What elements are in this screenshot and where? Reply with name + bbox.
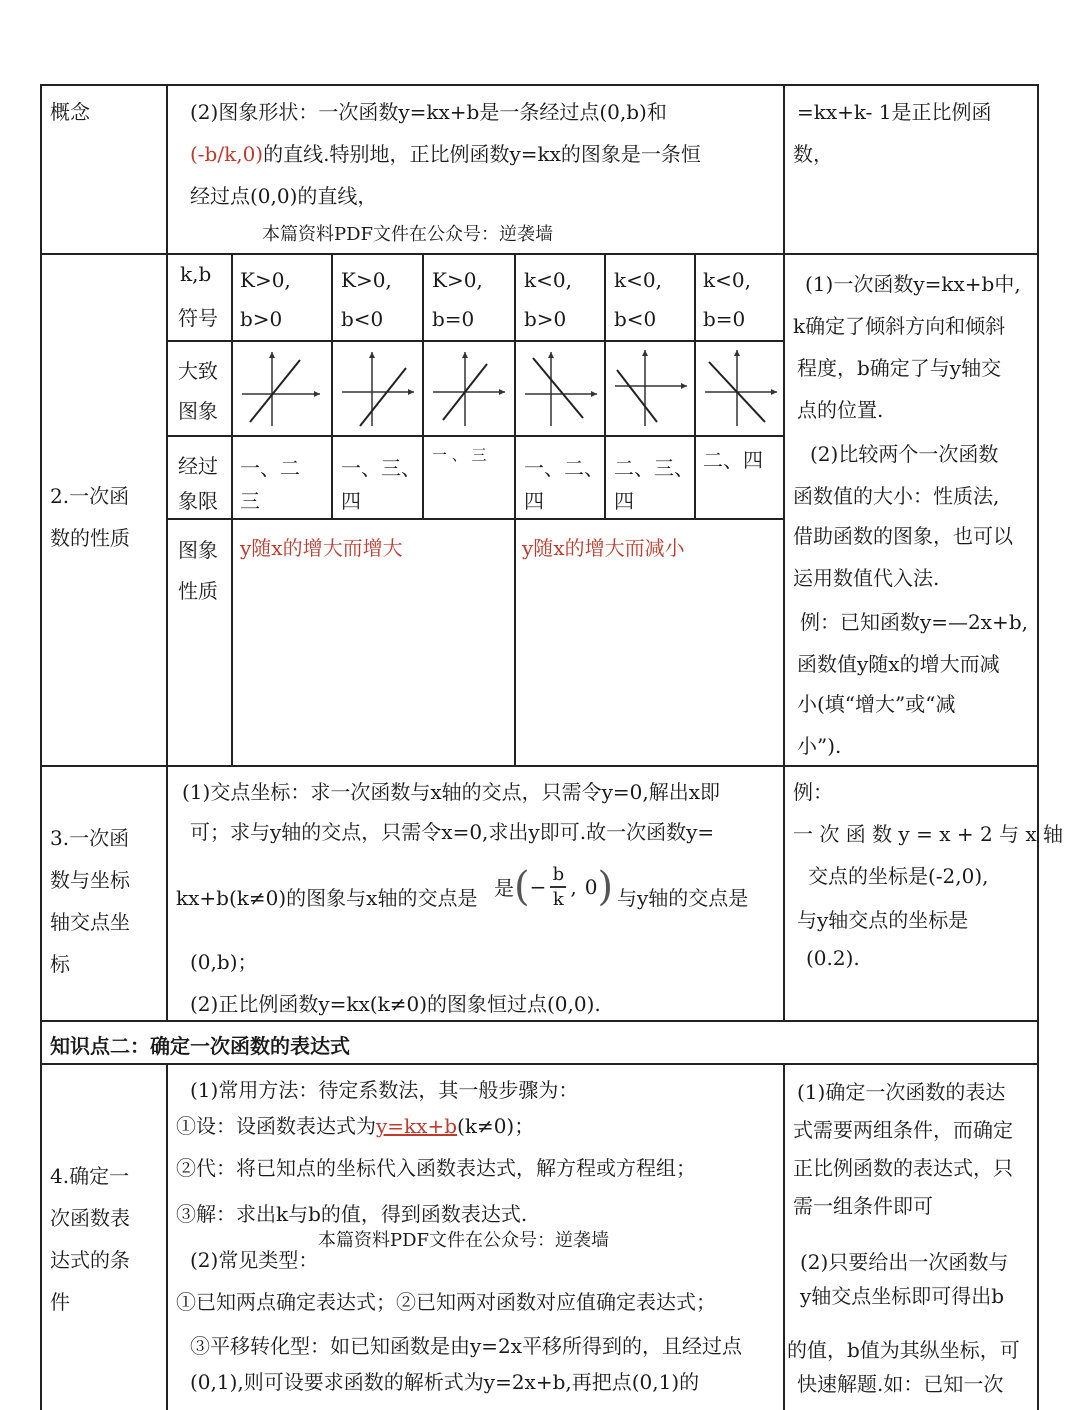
case-5-quad-line-1: 二、三、 [614, 456, 694, 480]
case-3-sign-line-2: b=0 [432, 307, 475, 331]
function-line [360, 368, 406, 426]
graph-k-pos-b-zero [427, 346, 509, 430]
intersection-label-1: 3.一次函 [50, 826, 130, 850]
determine-line-4: ③解：求出k与b的值，得到函数表达式. [176, 1202, 528, 1226]
property-label-line-2: 性质 [178, 579, 218, 603]
properties-note-6: 函数值的大小：性质法, [793, 484, 1000, 508]
determine-label-1: 4.确定一 [50, 1164, 130, 1188]
watermark-2: 本篇资料PDF文件在公众号：逆袭墙 [318, 1230, 610, 1251]
concept-note-line-1: =kx+k- 1是正比例函 [797, 100, 992, 124]
intersection-label-3: 轴交点坐 [50, 910, 130, 934]
case-4-sign-line-2: b>0 [524, 307, 567, 331]
determine-note-3: 正比例函数的表达式，只 [793, 1156, 1013, 1180]
fraction-bar [550, 886, 566, 888]
case-1-sign-line-2: b>0 [240, 307, 283, 331]
x-arrow [499, 389, 505, 395]
intersection-note-4: 与y轴交点的坐标是 [797, 908, 969, 932]
y-arrow [548, 352, 554, 358]
frac-zero: 0 [584, 874, 598, 899]
case-4-quad-line-2: 四 [524, 489, 544, 513]
properties-note-12: 小”). [797, 734, 842, 758]
form-y-kx-b: y=kx+b [376, 1114, 458, 1138]
properties-note-1: (1)一次函数y=kx+b中, [805, 272, 1021, 296]
fraction [550, 864, 566, 910]
intersection-line-2: 可；求与y轴的交点，只需令x=0,求出y即可.故一次函数y= [190, 820, 715, 844]
intersection-label-4: 标 [50, 952, 70, 976]
function-line [533, 358, 583, 418]
x-arrow [408, 389, 414, 395]
left-paren: ( [514, 863, 530, 910]
case-2-sign-line-1: K>0, [341, 268, 392, 292]
case-2-quad-line-2: 四 [341, 489, 361, 513]
y-arrow [462, 352, 468, 358]
fraction-denominator: k [552, 888, 564, 910]
properties-note-2: k确定了倾斜方向和倾斜 [793, 314, 1006, 338]
property-label-line-1: 图象 [178, 538, 218, 562]
determine-note-4: 需一组条件即可 [793, 1194, 933, 1218]
case-4-quad-line-1: 一、二、 [524, 456, 604, 480]
properties-note-9: 例：已知函数y=—2x+b, [800, 610, 1028, 634]
properties-note-10: 函数值y随x的增大而减 [797, 652, 1000, 676]
intersection-label-2: 数与坐标 [50, 868, 130, 892]
step-set-prefix: ①设：设函数表达式为 [176, 1114, 376, 1138]
x-arrow [771, 389, 777, 395]
x-intercept-formula [494, 864, 613, 910]
determine-note-1: (1)确定一次函数的表达 [797, 1080, 1006, 1104]
determine-line-3: ②代：将已知点的坐标代入函数表达式，解方程或方程组； [176, 1156, 696, 1180]
case-3-quad-line-1: 一 、 三 [432, 446, 487, 464]
case-2-sign-line-2: b<0 [341, 307, 384, 331]
case-6-sign-line-1: k<0, [703, 268, 751, 292]
formula-prefix: 是 [494, 876, 514, 901]
case-5-quad-line-2: 四 [614, 489, 634, 513]
frac-comma: , [570, 874, 577, 899]
determine-line-8: (0,1),则可设要求函数的解析式为y=2x+b,再把点(0,1)的 [190, 1370, 700, 1394]
kb-label-line-1: k,b [180, 262, 212, 286]
concept-intercept-red: (-b/k,0) [190, 142, 264, 166]
y-arrow [642, 350, 648, 356]
watermark-1: 本篇资料PDF文件在公众号：逆袭墙 [262, 224, 554, 245]
function-line [617, 370, 657, 422]
decrease-property: y随x的增大而减小 [522, 536, 685, 560]
case-5-sign-line-2: b<0 [614, 307, 657, 331]
step-set-suffix: (k≠0)； [457, 1114, 535, 1138]
graph-label-line-1: 大致 [178, 359, 218, 383]
intersection-note-2: 一 次 函 数 y = x + 2 与 x 轴 [793, 822, 1064, 846]
intersection-line-5: (2)正比例函数y=kx(k≠0)的图象恒过点(0,0). [190, 992, 601, 1016]
determine-label-2: 次函数表 [50, 1206, 130, 1230]
concept-note-line-2: 数， [793, 142, 833, 166]
function-line [250, 360, 300, 422]
case-2-quad-line-1: 一、三、 [341, 456, 421, 480]
intersection-note-3: 交点的坐标是(-2,0), [808, 864, 989, 888]
determine-line-7: ③平移转化型：如已知函数是由y=2x平移所得到的，且经过点 [190, 1334, 743, 1358]
properties-label-line-1: 2.一次函 [50, 484, 130, 508]
intersection-line-1: (1)交点坐标：求一次函数与x轴的交点，只需令y=0,解出x即 [182, 780, 721, 804]
graph-k-neg-b-zero [699, 346, 781, 430]
intersection-line-3a: kx+b(k≠0)的图象与x轴的交点是 [176, 886, 478, 910]
intersection-note-1: 例： [793, 780, 833, 804]
graph-label-line-2: 图象 [178, 399, 218, 423]
concept-line-1: (2)图象形状：一次函数y=kx+b是一条经过点(0,b)和 [190, 100, 667, 124]
case-3-sign-line-1: K>0, [432, 268, 483, 292]
case-4-sign-line-1: k<0, [524, 268, 572, 292]
x-arrow [314, 391, 320, 397]
increase-property: y随x的增大而增大 [240, 536, 403, 560]
properties-note-4: 点的位置. [797, 398, 884, 422]
section-2-header: 知识点二：确定一次函数的表达式 [50, 1034, 350, 1058]
graph-k-pos-b-pos [236, 346, 326, 430]
determine-note-2: 式需要两组条件，而确定 [793, 1118, 1013, 1142]
determine-note-8: 快速解题.如：已知一次 [797, 1372, 1004, 1396]
fraction-numerator: b [552, 864, 565, 885]
properties-note-3: 程度，b确定了与y轴交 [797, 356, 1002, 380]
y-arrow [369, 352, 375, 358]
properties-note-5: (2)比较两个一次函数 [810, 442, 999, 466]
intersection-note-5: (0.2). [806, 946, 860, 970]
properties-note-8: 运用数值代入法. [793, 566, 940, 590]
y-arrow [734, 350, 740, 356]
properties-note-7: 借助函数的图象，也可以 [793, 524, 1013, 548]
right-paren: ) [597, 863, 614, 910]
concept-label: 概念 [50, 100, 90, 124]
determine-line-6: ①已知两点确定表达式；②已知两对函数对应值确定表达式； [176, 1290, 716, 1314]
graph-k-neg-b-pos [519, 346, 601, 430]
determine-line-1: (1)常用方法：待定系数法，其一般步骤为： [190, 1078, 579, 1102]
x-arrow [681, 383, 687, 389]
determine-line-2 [176, 1110, 534, 1139]
determine-note-7: 的值，b值为其纵坐标，可 [787, 1338, 1020, 1362]
quadrant-label-line-1: 经过 [178, 454, 218, 478]
graph-k-neg-b-neg [609, 346, 691, 430]
quadrant-label-line-2: 象限 [178, 489, 218, 513]
case-1-quad-line-1: 一、二 [240, 456, 300, 480]
determine-note-5: (2)只要给出一次函数与 [800, 1250, 1009, 1274]
frac-sign: − [529, 874, 547, 899]
case-6-sign-line-2: b=0 [703, 307, 746, 331]
graph-k-pos-b-neg [336, 346, 418, 430]
case-6-quad-line-1: 二、四 [703, 448, 763, 472]
y-arrow [269, 352, 275, 358]
case-5-sign-line-1: k<0, [614, 268, 662, 292]
determine-note-6: y轴交点坐标即可得出b [800, 1284, 1005, 1308]
x-arrow [591, 391, 597, 397]
concept-line-2 [190, 138, 701, 167]
intersection-line-3b: 与y轴的交点是 [617, 886, 749, 910]
concept-line-3: 经过点(0,0)的直线， [190, 184, 378, 208]
concept-line-2-rest: 的直线.特别地，正比例函数y=kx的图象是一条恒 [263, 142, 701, 166]
determine-line-5: (2)常见类型： [190, 1248, 319, 1272]
properties-label-line-2: 数的性质 [50, 526, 130, 550]
kb-label-line-2: 符号 [178, 306, 218, 330]
case-1-sign-line-1: K>0, [240, 268, 291, 292]
determine-label-3: 达式的条 [50, 1248, 130, 1272]
determine-label-4: 件 [50, 1290, 70, 1314]
properties-note-11: 小(填“增大”或“减 [797, 692, 956, 716]
intersection-line-4: (0,b)； [190, 950, 258, 974]
case-1-quad-line-2: 三 [240, 489, 260, 513]
